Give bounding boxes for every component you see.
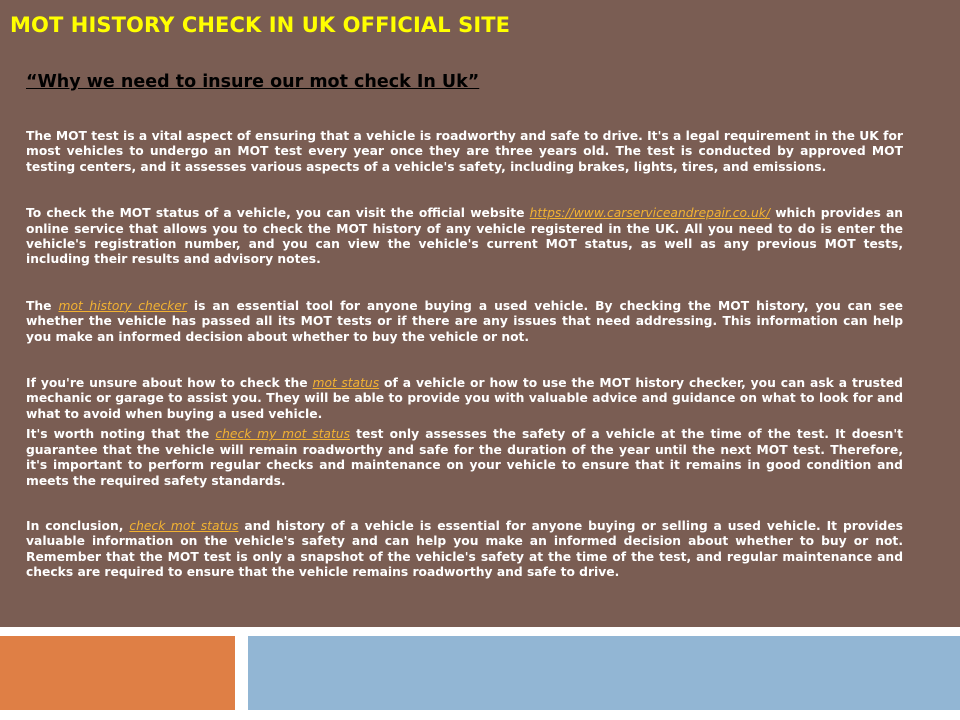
paragraph-text: is an essential tool for anyone buying a used vehicle. By checking the MOT history, you can see whether the vehicle has passed all its MOT tests or if there are any issues that need addressing. This information can help you make an informed decision about whether to buy the vehicle or not. bbox=[26, 298, 904, 344]
check-mot-status-link[interactable]: check mot status bbox=[129, 518, 239, 533]
paragraph-text: which provides an online service that allows you to check the MOT history of any vehicle registered in the UK. All you need to do is enter the vehicle's registration number, and you can view the vehicle's current MOT status, as well as any previous MOT tests, including their results and advisory notes. bbox=[26, 206, 903, 267]
paragraph-history-checker bbox=[26, 299, 903, 345]
article-body bbox=[26, 129, 903, 581]
paragraph-official-website bbox=[26, 206, 903, 268]
paragraph-text: In conclusion, bbox=[26, 518, 130, 533]
check-my-mot-status-link[interactable]: check my mot status bbox=[215, 427, 350, 442]
paragraph-text: To check the MOT status of a vehicle, you can visit the official website bbox=[26, 206, 530, 221]
footer-blue-bar bbox=[248, 636, 960, 710]
paragraph-conclusion bbox=[26, 519, 903, 581]
paragraph-text: It's worth noting that the bbox=[26, 427, 216, 442]
paragraph-intro: The MOT test is a vital aspect of ensuring that a vehicle is roadworthy and safe to drive. It's a legal requirement in the UK for most vehicles to undergo an MOT test every year once they are three years old. The test is conducted by approved MOT testing centers, and it assesses various aspects of a vehicle's safety, including brakes, lights, tires, and emissions. bbox=[26, 129, 903, 174]
paragraph-text: test only assesses the safety of a vehicle at the time of the test. It doesn't guarantee that the vehicle will remain roadworthy and safe for the duration of the year until the next MOT test. Therefore, it's important to perform regular checks and maintenance on your vehicle to ensure that it remains in good condition and meets the required safety standards. bbox=[26, 427, 903, 488]
page-subtitle: “Why we need to insure our mot check In Uk” bbox=[26, 72, 480, 92]
website-link[interactable]: https://www.carserviceandrepair.co.uk/ bbox=[529, 206, 771, 221]
paragraph-text: If you're unsure about how to check the bbox=[26, 376, 313, 391]
paragraph-mot-status bbox=[26, 376, 903, 422]
paragraph-text: The bbox=[26, 298, 59, 313]
paragraph-text: and history of a vehicle is essential for anyone buying or selling a used vehicle. It provides valuable information on the vehicle's safety and can help you make an informed decision about whether to buy or not. Remember that the MOT test is only a snapshot of the vehicle's safety at the time of the test, and regular maintenance and checks are required to ensure that the vehicle remains roadworthy and safe to drive. bbox=[26, 518, 903, 580]
paragraph-text: of a vehicle or how to use the MOT history checker, you can ask a trusted mechanic or garage to assist you. They will be able to provide you with valuable advice and guidance on what to look for and what to avoid when buying a used vehicle. bbox=[26, 376, 903, 421]
paragraph-check-my-mot bbox=[26, 427, 903, 489]
footer-orange-bar bbox=[0, 636, 235, 710]
mot-status-link[interactable]: mot status bbox=[312, 376, 380, 391]
mot-history-checker-link[interactable]: mot history checker bbox=[58, 298, 187, 313]
page-title: MOT HISTORY CHECK IN UK OFFICIAL SITE bbox=[10, 13, 511, 37]
